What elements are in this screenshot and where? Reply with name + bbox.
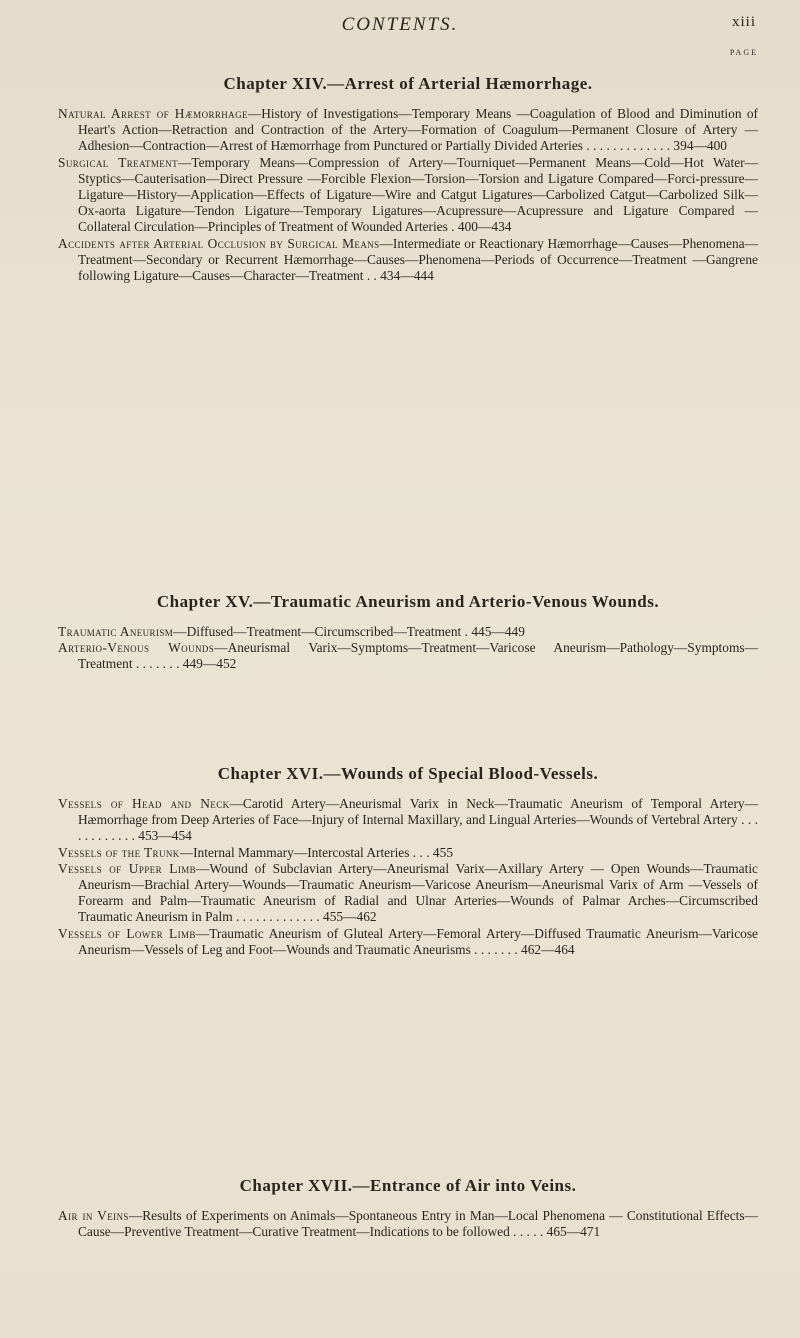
entry-heading: Air in Veins	[58, 1208, 129, 1223]
toc-entry	[58, 155, 758, 236]
chapter-title: Chapter XVI.—Wounds of Special Blood-Vessels.	[217, 764, 599, 783]
chapter-title: Chapter XIV.—Arrest of Arterial Hæmorrhage.	[223, 74, 593, 93]
chapter-title: Chapter XVII.—Entrance of Air into Veins.	[239, 1176, 577, 1195]
chapter-xv	[58, 592, 758, 673]
entry-pages: 455	[432, 844, 454, 860]
entry-text: —Temporary Means—Compression of Artery—Tourniquet—Permanent Means—Cold—Hot Water—Styptics—Cauterisation—Direct Pressure —Forcible Flexion—Torsion—Torsion and Ligature Compared—Forci-pressure—Ligature—History—Application—Effects of Ligature—Wire and Catgut Ligatures—Carbolized Catgut—Carbolized Silk—Ox-aorta Ligature—Tendon Ligature—Temporary Ligatures—Acupressure—Acupressure and Ligature Compared —Collateral Circulation—Principles of Treatment of Wounded Arteries .	[78, 154, 758, 235]
entry-text: —Wound of Subclavian Artery—Aneurismal Varix—Axillary Artery — Open Wounds—Traumatic Aneurism—Brachial Artery—Wounds—Traumatic Aneurism—Varicose Aneurism—Aneurismal Varix of Arm —Vessels of Forearm and Palm—Traumatic Aneurism of Radial and Ulnar Arteries—Wounds of Palmar Arches—Circumscribed Traumatic Aneurism in Palm . . . . . . . . . . . . .	[78, 860, 758, 925]
entry-text: —Intermediate or Reactionary Hæmorrhage—Causes—Phenomena—Treatment—Secondary or Recurrent Hæmorrhage—Causes—Phenomena—Periods of Occurrence—Treatment —Gangrene following Ligature—Causes—Character—Treatment . .	[78, 235, 758, 284]
entry-text: —Internal Mammary—Intercostal Arteries . . .	[179, 844, 430, 860]
page-number: xiii	[731, 14, 756, 30]
entry-text: —Aneurismal Varix—Symptoms—Treatment—Varicose Aneurism—Pathology—Symptoms—Treatment . . . . . . .	[78, 640, 758, 672]
entry-heading: Vessels of Head and Neck	[58, 796, 230, 811]
page-column-label: PAGE	[729, 48, 758, 57]
entry-text: —Results of Experiments on Animals—Spontaneous Entry in Man—Local Phenomena — Constitutional Effects—Cause—Preventive Treatment—Curative Treatment—Indications to be followed . . . . .	[78, 1208, 758, 1240]
entry-text: —Diffused—Treatment—Circumscribed—Treatment .	[173, 624, 468, 639]
toc-entry	[58, 236, 758, 285]
toc-entry	[58, 106, 758, 155]
entry-pages: 465—471	[546, 1224, 601, 1240]
toc-entry	[58, 624, 758, 640]
chapter-xvi	[58, 764, 758, 958]
entry-pages: 434—444	[380, 268, 434, 284]
entry-heading: Vessels of Lower Limb	[58, 925, 196, 941]
entry-text: —Carotid Artery—Aneurismal Varix in Neck—Traumatic Aneurism of Temporal Artery—Hæmorrhage from Deep Arteries of Face—Injury of Internal Maxillary, and Lingual Arteries—Wounds of Vertebral Artery . . . . . . . . . . . .	[78, 796, 758, 844]
toc-entry	[58, 861, 758, 926]
entry-heading: Natural Arrest of Hæmorrhage	[58, 106, 248, 121]
entry-pages: 449—452	[182, 656, 237, 672]
toc-entry	[58, 640, 758, 672]
entry-pages: 445—449	[471, 624, 525, 639]
entry-pages: 455—462	[323, 909, 377, 925]
chapter-title: Chapter XV.—Traumatic Aneurism and Arterio-Venous Wounds.	[156, 592, 660, 611]
entry-pages: 400—434	[457, 219, 512, 235]
toc-entry	[58, 845, 758, 861]
toc-entry	[58, 1208, 758, 1240]
entry-heading: Traumatic Aneurism	[58, 624, 174, 639]
entry-text: —History of Investigations—Temporary Means —Coagulation of Blood and Diminution of Heart's Action—Retraction and Contraction of the Artery—Formation of Coagulum—Permanent Closure of Artery —Adhesion—Contraction—Arrest of Hæmorrhage from Punctured or Partially Divided Arteries . . . . . . . . . . . . .	[78, 106, 758, 154]
entry-pages: 394—400	[673, 138, 727, 154]
entry-heading: Accidents after Arterial Occlusion by Surgical Means	[58, 235, 380, 251]
chapter-xiv	[58, 74, 758, 284]
entry-heading: Vessels of Upper Limb	[58, 860, 197, 876]
toc-entry	[58, 926, 758, 958]
entry-heading: Vessels of the Trunk	[58, 844, 180, 860]
entry-heading: Arterio-Venous Wounds	[58, 640, 215, 656]
running-head: CONTENTS.	[341, 14, 459, 35]
entry-text: —Traumatic Aneurism of Gluteal Artery—Femoral Artery—Diffused Traumatic Aneurism—Varicose Aneurism—Vessels of Leg and Foot—Wounds and Traumatic Aneurisms . . . . . . .	[78, 925, 758, 957]
toc-entry	[58, 796, 758, 845]
chapter-xvii	[58, 1176, 758, 1240]
entry-pages: 462—464	[521, 941, 575, 957]
entry-pages: 453—454	[138, 828, 192, 844]
entry-heading: Surgical Treatment	[58, 154, 178, 170]
